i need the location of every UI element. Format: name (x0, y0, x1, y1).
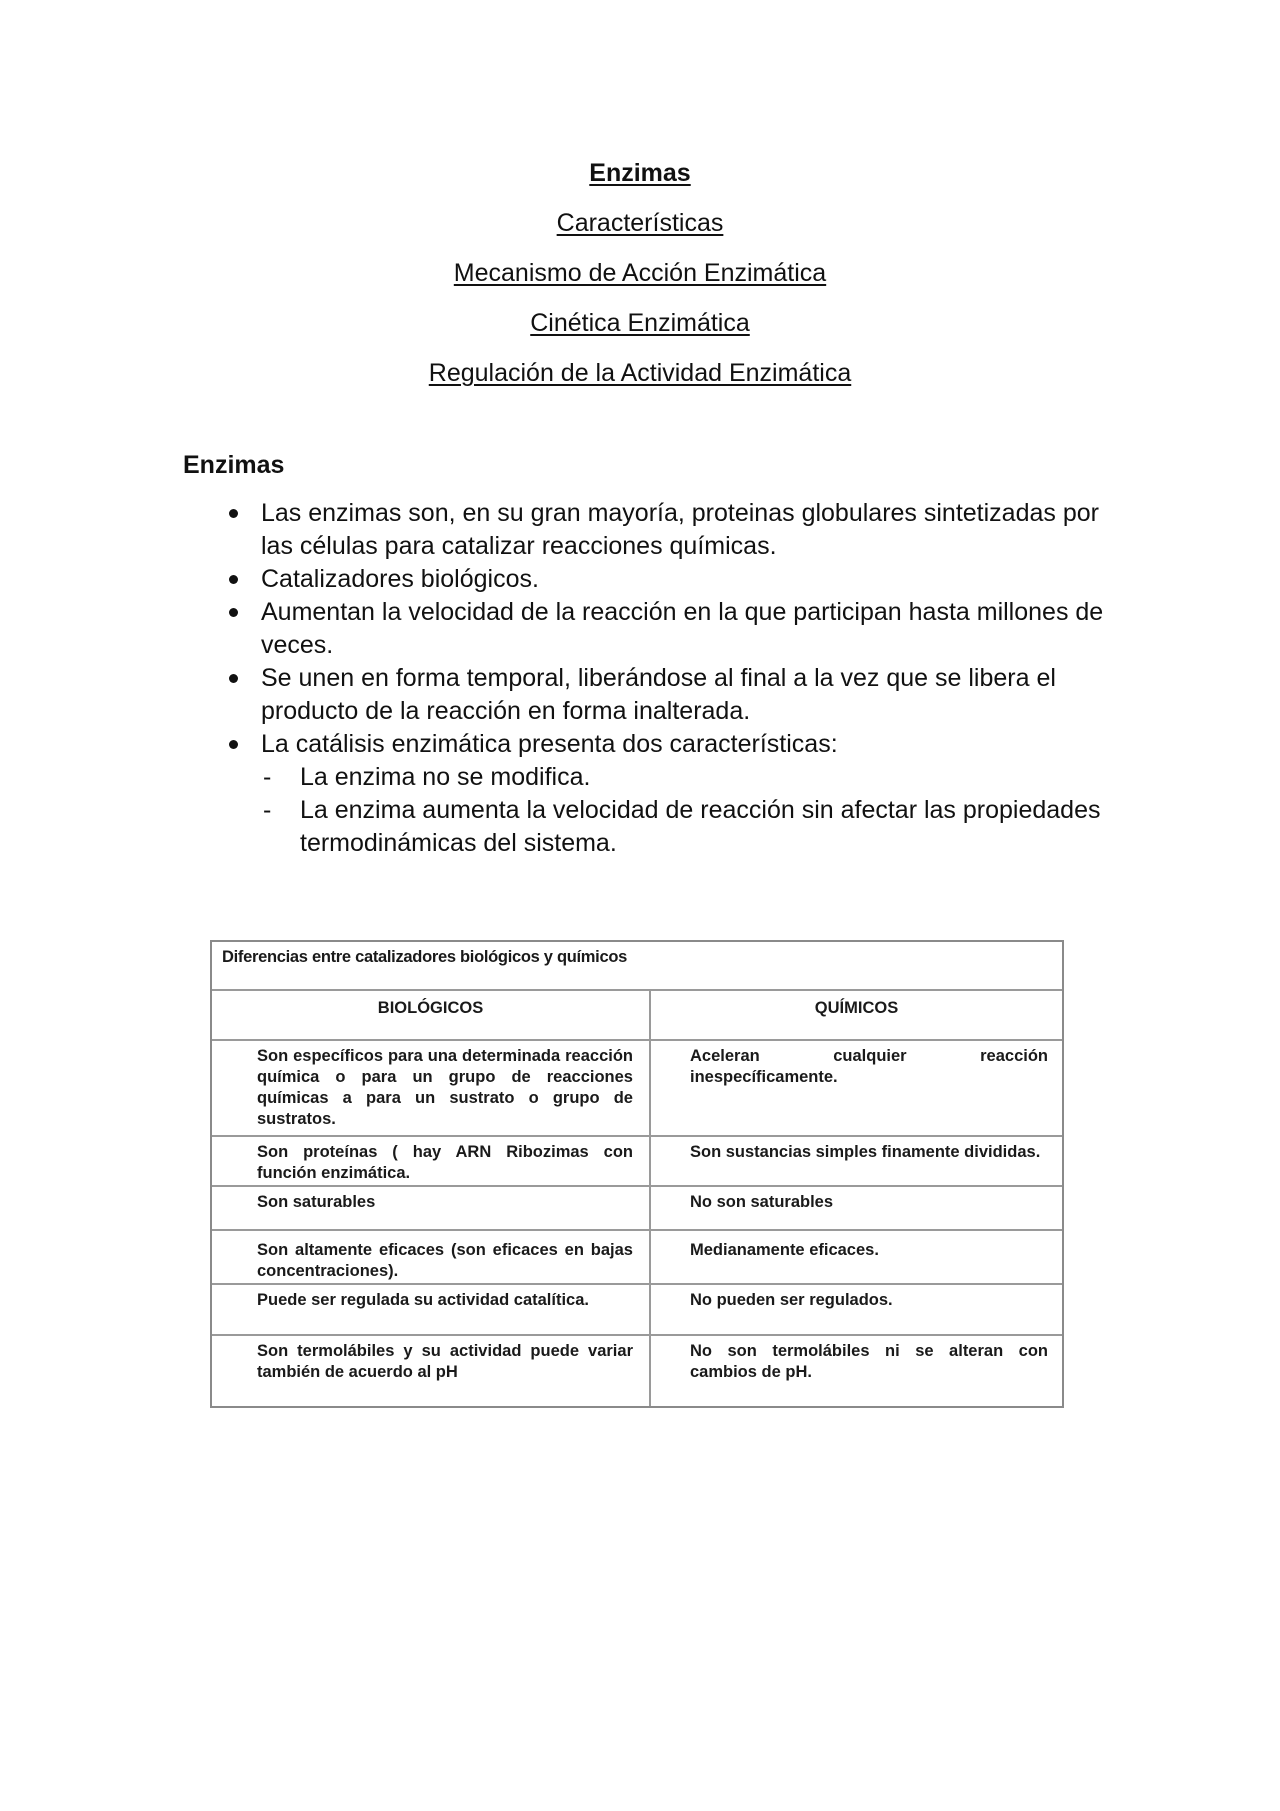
table-cell-biologicos: Puede ser regulada su actividad catalítica. (257, 1291, 589, 1309)
header-biologicos: BIOLÓGICOS (377, 999, 484, 1017)
table-caption: Diferencias entre catalizadores biológicos y químicos (222, 948, 627, 966)
header-quimicos: QUÍMICOS (814, 999, 899, 1017)
table-cell-biologicos: Son proteínas ( hay ARN Ribozimas con función enzimática. (257, 1143, 633, 1182)
table-cell-quimicos: Son sustancias simples finamente divididas. (690, 1143, 1041, 1161)
subtitle-mechanism: Mecanismo de Acción Enzimática (453, 259, 827, 287)
dash-marker: - (263, 796, 272, 824)
bullet-dot-icon (229, 674, 238, 683)
list-item (183, 596, 1123, 662)
table-cell-quimicos: Aceleran cualquier reacción inespecíficamente. (690, 1047, 1048, 1086)
subtitle-characteristics: Características (556, 209, 724, 237)
bullet-dot-icon (229, 608, 238, 617)
table-row (212, 1231, 1062, 1285)
sub-list-item-text: La enzima no se modifica. (300, 763, 591, 791)
table-cell-quimicos: Medianamente eficaces. (690, 1241, 879, 1259)
table-cell-biologicos: Son específicos para una determinada reacción química o para un grupo de reacciones químicas a para un sustrato o grupo de sustratos. (257, 1047, 633, 1128)
table-caption-row (212, 942, 1062, 991)
table-header-row (212, 991, 1062, 1041)
comparison-table (210, 940, 1064, 1408)
list-item-text: Se unen en forma temporal, liberándose al final a la vez que se libera el producto de la reacción en forma inalterada. (261, 664, 1056, 725)
bullet-dot-icon (229, 509, 238, 518)
dash-marker: - (263, 763, 272, 791)
sub-list-item (183, 794, 1123, 860)
list-item (183, 497, 1123, 563)
table-cell-biologicos: Son termolábiles y su actividad puede variar también de acuerdo al pH (257, 1342, 633, 1381)
bullet-dot-icon (229, 575, 238, 584)
table-cell-quimicos: No son saturables (690, 1193, 834, 1211)
table-row (212, 1336, 1062, 1406)
bullet-list (183, 497, 1123, 860)
list-item-text: Catalizadores biológicos. (261, 565, 539, 593)
table-row (212, 1285, 1062, 1336)
section-heading: Enzimas (183, 451, 285, 479)
list-item-text: Las enzimas son, en su gran mayoría, proteinas globulares sintetizadas por las células para catalizar reacciones químicas. (261, 499, 1099, 560)
sub-list-item-text: La enzima aumenta la velocidad de reacción sin afectar las propiedades termodinámicas del sistema. (300, 796, 1101, 857)
sub-list-item (183, 761, 1123, 794)
list-item (183, 728, 1123, 761)
document-title: Enzimas (589, 159, 691, 187)
table-cell-biologicos: Son saturables (257, 1193, 376, 1211)
table-cell-quimicos: No son termolábiles ni se alteran con cambios de pH. (690, 1342, 1048, 1381)
bullet-dot-icon (229, 740, 238, 749)
list-item (183, 563, 1123, 596)
subtitle-regulation: Regulación de la Actividad Enzimática (428, 359, 852, 387)
table-row (212, 1137, 1062, 1187)
title-block (0, 148, 1280, 398)
list-item-text: Aumentan la velocidad de la reacción en la que participan hasta millones de veces. (261, 598, 1104, 659)
table-cell-biologicos: Son altamente eficaces (son eficaces en bajas concentraciones). (257, 1241, 633, 1280)
list-item (183, 662, 1123, 728)
subtitle-kinetics: Cinética Enzimática (530, 309, 750, 337)
table-row (212, 1187, 1062, 1231)
list-item-text: La catálisis enzimática presenta dos características: (261, 730, 838, 758)
table-row (212, 1041, 1062, 1137)
table-cell-quimicos: No pueden ser regulados. (690, 1291, 893, 1309)
